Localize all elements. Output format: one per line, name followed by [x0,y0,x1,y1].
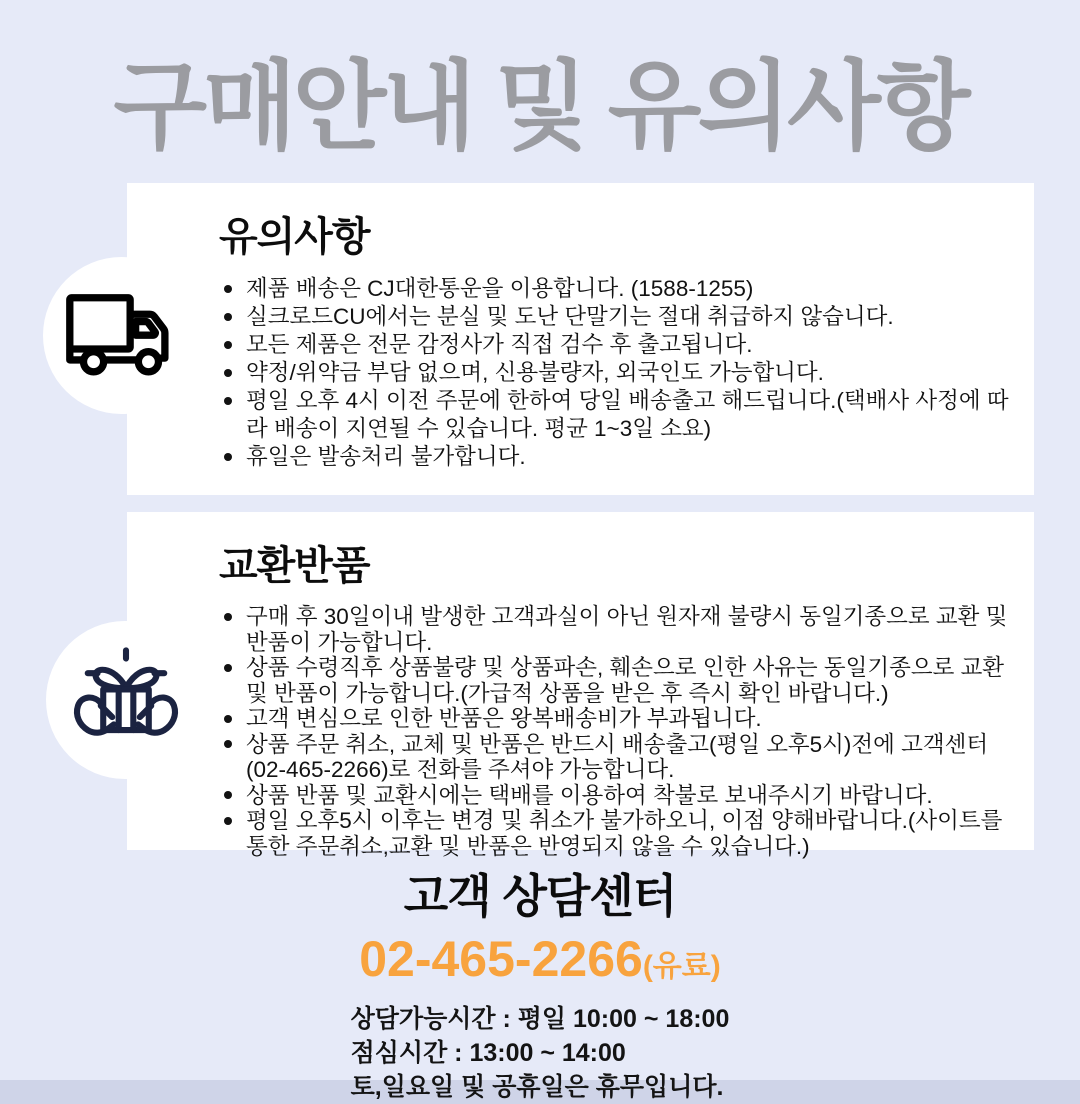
list-item: 고객 변심으로 인한 반품은 왕복배송비가 부과됩니다. [219,706,1014,732]
hours-line-holiday: 토,일요일 및 공휴일은 휴무입니다. [350,1073,724,1101]
truck-icon [57,283,185,393]
list-item: 구매 후 30일이내 발생한 고객과실이 아닌 원자재 불량시 동일기종으로 교환 및 반품이 가능합니다. [219,604,1014,655]
list-item: 평일 오후 4시 이전 주문에 한하여 당일 배송출고 해드립니다.(택배사 사정에 따라 배송이 지연될 수 있습니다. 평균 1~3일 소요) [219,387,1014,443]
list-item: 상품 수령직후 상품불량 및 상품파손, 훼손으로 인한 사유는 동일기종으로 교환 및 반품이 가능합니다.(가급적 상품을 받은 후 즉시 확인 바랍니다.) [219,655,1014,706]
hours-line-lunch: 점심시간 : 13:00 ~ 14:00 [350,1039,626,1067]
returns-heading: 교환반품 [219,544,370,588]
phone-charge-label: (유료) [642,950,721,983]
returns-list [219,604,1014,859]
list-item: 상품 주문 취소, 교체 및 반품은 반드시 배송출고(평일 오후5시)전에 고객센터(02-465-2266)로 전화를 주셔야 가능합니다. [219,732,1014,783]
phone-line [0,930,1080,988]
shipping-notes-list [219,275,1014,471]
shipping-notes-heading: 유의사항 [219,215,370,259]
customer-service-heading: 고객 상담센터 [403,870,677,922]
phone-number: 02-465-2266 [359,931,643,987]
list-item: 모든 제품은 전문 감정사가 직접 검수 후 출고됩니다. [219,331,1014,359]
list-item: 실크로드CU에서는 분실 및 도난 단말기는 절대 취급하지 않습니다. [219,303,1014,331]
returns-card [127,512,1034,859]
customer-service-footer [0,860,1080,1104]
list-item: 평일 오후5시 이후는 변경 및 취소가 불가하오니, 이점 양해바랍니다.(사이트를 통한 주문취소,교환 및 반품은 반영되지 않을 수 있습니다.) [219,808,1014,859]
gift-icon [65,638,187,762]
list-item: 약정/위약금 부담 없으며, 신용불량자, 외국인도 가능합니다. [219,359,1014,387]
service-hours [351,1002,730,1104]
shipping-notes-card [127,183,1034,495]
list-item: 상품 반품 및 교환시에는 택배를 이용하여 착불로 보내주시기 바랍니다. [219,783,1014,809]
list-item: 휴일은 발송처리 불가합니다. [219,443,1014,471]
page-title: 구매안내 및 유의사항 [113,52,967,161]
list-item: 제품 배송은 CJ대한통운을 이용합니다. (1588-1255) [219,275,1014,303]
hours-line-weekday: 상담가능시간 : 평일 10:00 ~ 18:00 [350,1005,730,1033]
